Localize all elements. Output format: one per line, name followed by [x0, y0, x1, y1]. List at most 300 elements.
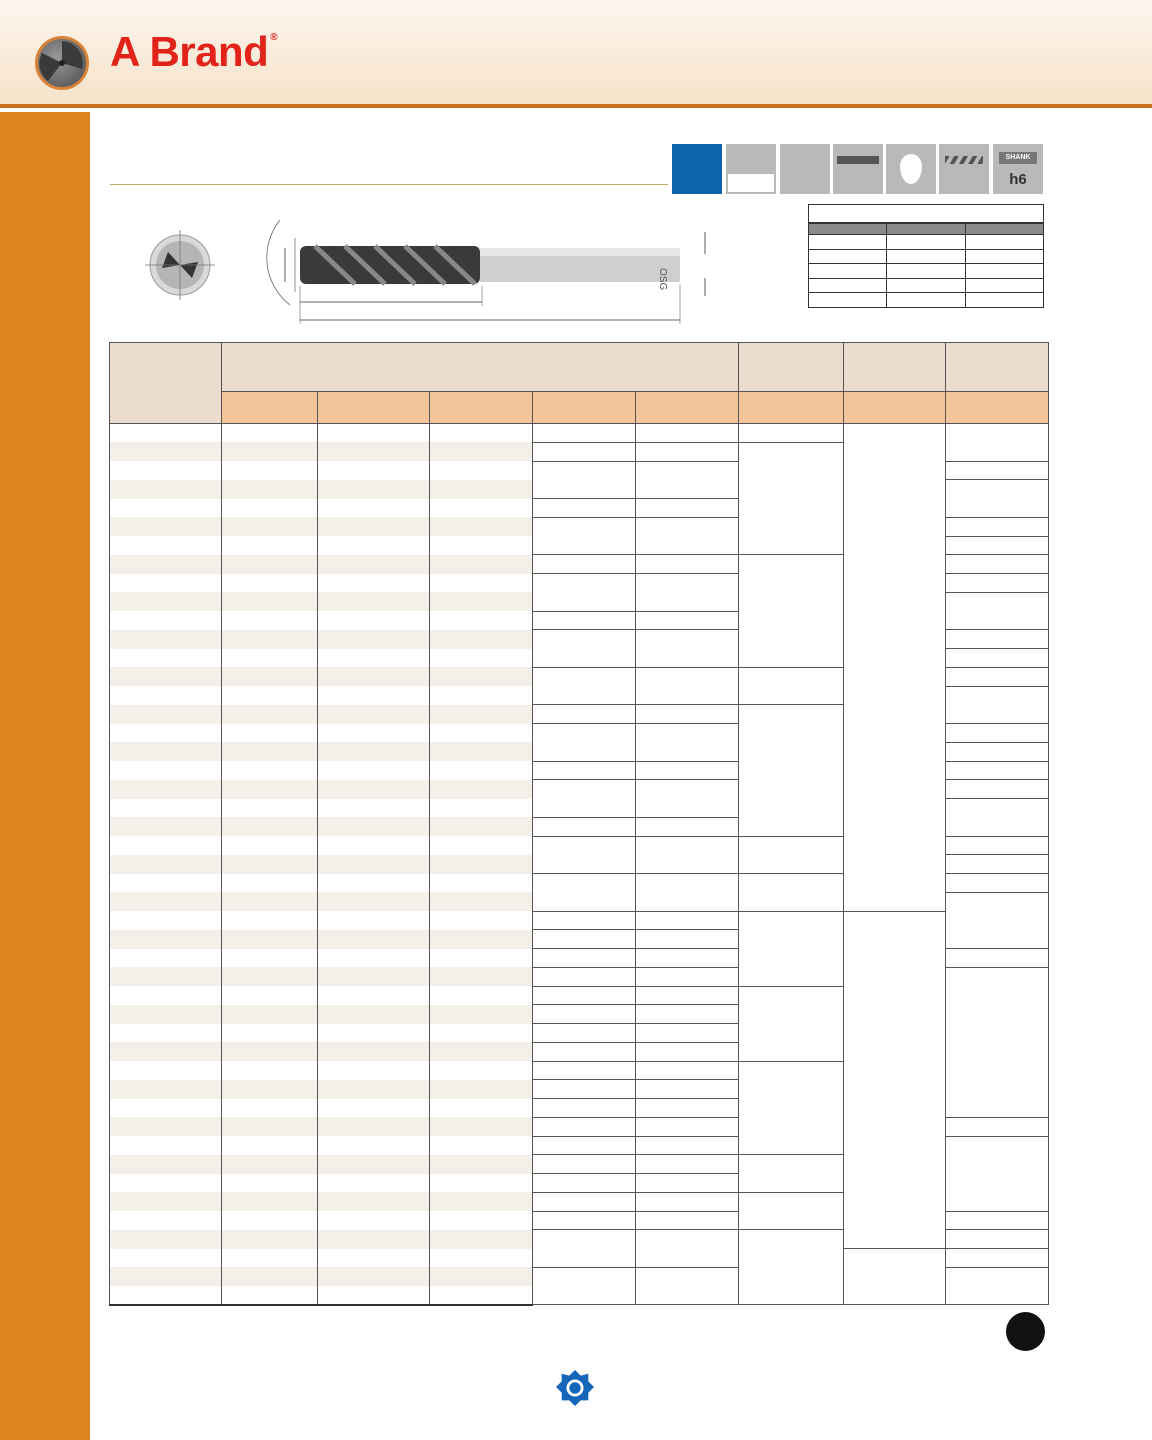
table-cell — [430, 1080, 533, 1099]
table-cell — [533, 930, 636, 949]
table-cell — [318, 817, 430, 836]
table-cell — [222, 705, 318, 724]
table-cell — [318, 499, 430, 518]
table-cell — [946, 480, 1049, 518]
table-cell — [946, 667, 1049, 686]
coolant-icon — [886, 144, 936, 194]
table-cell — [110, 986, 222, 1005]
table-cell — [636, 630, 739, 668]
table-cell — [222, 1211, 318, 1230]
table-cell — [318, 1061, 430, 1080]
table-cell — [430, 874, 533, 893]
point-icon — [726, 144, 776, 194]
table-cell — [946, 836, 1049, 855]
table-cell — [946, 1267, 1049, 1305]
table-cell — [222, 667, 318, 686]
table-cell — [636, 1136, 739, 1155]
table-cell — [110, 724, 222, 743]
table-cell — [318, 1267, 430, 1286]
table-cell — [222, 1286, 318, 1305]
table-cell — [533, 1136, 636, 1155]
table-cell — [430, 1192, 533, 1211]
helix-icon — [939, 144, 989, 194]
table-cell — [318, 930, 430, 949]
table-cell — [110, 705, 222, 724]
table-cell — [222, 461, 318, 480]
table-cell — [430, 1267, 533, 1286]
table-cell — [222, 967, 318, 986]
table-cell — [222, 1099, 318, 1118]
table-cell — [222, 424, 318, 443]
table-cell — [110, 611, 222, 630]
table-cell — [430, 892, 533, 911]
table-cell — [222, 911, 318, 930]
table-cell — [533, 1267, 636, 1305]
table-cell — [739, 1061, 844, 1155]
table-cell — [946, 1230, 1049, 1249]
table-cell — [110, 1174, 222, 1193]
table-cell — [430, 780, 533, 799]
table-cell — [222, 649, 318, 668]
table-cell — [946, 517, 1049, 536]
table-cell — [110, 1024, 222, 1043]
table-cell — [110, 536, 222, 555]
table-cell — [430, 930, 533, 949]
table-cell — [222, 724, 318, 743]
table-cell — [533, 836, 636, 874]
table-cell — [222, 780, 318, 799]
table-cell — [110, 1061, 222, 1080]
header-cell — [430, 392, 533, 424]
table-cell — [533, 780, 636, 818]
drill-drawing — [140, 210, 740, 330]
table-cell — [318, 1136, 430, 1155]
table-cell — [110, 911, 222, 930]
table-cell — [222, 480, 318, 499]
page-header — [0, 0, 1152, 108]
table-cell — [318, 630, 430, 649]
page-number-badge — [1006, 1312, 1045, 1351]
osg-logo-icon — [556, 1368, 594, 1408]
table-cell — [222, 1061, 318, 1080]
table-cell — [110, 1230, 222, 1249]
table-cell — [222, 874, 318, 893]
table-cell — [946, 874, 1049, 893]
table-cell — [739, 1192, 844, 1230]
table-cell — [430, 986, 533, 1005]
table-cell — [946, 574, 1049, 593]
table-cell — [430, 1042, 533, 1061]
table-cell — [636, 705, 739, 724]
table-cell — [318, 461, 430, 480]
table-cell — [739, 555, 844, 668]
table-cell — [533, 1211, 636, 1230]
table-cell — [430, 1211, 533, 1230]
header-cell — [318, 392, 430, 424]
table-cell — [222, 1249, 318, 1268]
table-cell — [533, 1117, 636, 1136]
table-cell — [318, 592, 430, 611]
table-cell — [110, 930, 222, 949]
table-cell — [946, 424, 1049, 462]
table-cell — [110, 499, 222, 518]
table-cell — [110, 1155, 222, 1174]
table-cell — [636, 986, 739, 1005]
table-cell — [318, 480, 430, 499]
table-cell — [110, 1192, 222, 1211]
table-cell — [110, 1249, 222, 1268]
table-cell — [318, 424, 430, 443]
table-cell — [318, 1211, 430, 1230]
table-cell — [533, 424, 636, 443]
table-cell — [110, 1286, 222, 1305]
table-cell — [946, 1249, 1049, 1268]
table-cell — [636, 1080, 739, 1099]
table-cell — [110, 592, 222, 611]
table-cell — [533, 667, 636, 705]
table-cell — [110, 424, 222, 443]
table-cell — [318, 442, 430, 461]
table-cell — [946, 536, 1049, 555]
table-cell — [430, 480, 533, 499]
table-cell — [318, 1174, 430, 1193]
header-cell — [533, 392, 636, 424]
table-cell — [636, 724, 739, 762]
table-cell — [222, 611, 318, 630]
table-cell — [430, 442, 533, 461]
table-cell — [110, 799, 222, 818]
brand-title: A Brand ® — [110, 28, 278, 75]
table-cell — [222, 499, 318, 518]
table-cell — [222, 892, 318, 911]
header-cell — [739, 343, 844, 392]
header-cell — [739, 392, 844, 424]
table-cell — [739, 986, 844, 1061]
table-cell — [636, 424, 739, 443]
header-cell — [222, 392, 318, 424]
tolerance-table — [808, 204, 1044, 308]
table-cell — [222, 1042, 318, 1061]
table-cell — [636, 1024, 739, 1043]
table-cell — [318, 874, 430, 893]
table-cell — [318, 1286, 430, 1305]
table-cell — [318, 949, 430, 968]
table-cell — [110, 480, 222, 499]
table-cell — [946, 686, 1049, 724]
end-view-icon — [145, 230, 215, 300]
table-cell — [844, 1249, 946, 1305]
table-cell — [110, 1080, 222, 1099]
table-cell — [946, 799, 1049, 837]
drill-tip-logo-icon — [35, 36, 89, 90]
table-cell — [636, 911, 739, 930]
table-cell — [318, 555, 430, 574]
table-cell — [533, 574, 636, 612]
table-cell — [946, 780, 1049, 799]
table-cell — [222, 761, 318, 780]
table-cell — [739, 911, 844, 986]
table-cell — [636, 1192, 739, 1211]
table-cell — [533, 911, 636, 930]
table-cell — [110, 836, 222, 855]
table-cell — [739, 667, 844, 705]
table-cell — [110, 761, 222, 780]
table-cell — [739, 874, 844, 912]
table-cell — [533, 1061, 636, 1080]
table-cell — [739, 442, 844, 555]
table-cell — [318, 780, 430, 799]
table-cell — [110, 1136, 222, 1155]
table-cell — [222, 1136, 318, 1155]
table-cell — [222, 836, 318, 855]
table-cell — [946, 949, 1049, 968]
table-cell — [318, 911, 430, 930]
table-cell — [946, 892, 1049, 948]
table-cell — [318, 724, 430, 743]
table-cell — [430, 724, 533, 743]
table-cell — [318, 967, 430, 986]
table-row — [110, 424, 1049, 443]
table-cell — [430, 742, 533, 761]
table-cell — [222, 630, 318, 649]
table-cell — [430, 1136, 533, 1155]
table-cell — [533, 1042, 636, 1061]
table-cell — [946, 1117, 1049, 1136]
title-rule — [110, 184, 668, 185]
table-cell — [110, 1099, 222, 1118]
table-cell — [110, 892, 222, 911]
table-cell — [222, 555, 318, 574]
table-cell — [430, 1024, 533, 1043]
table-cell — [533, 1080, 636, 1099]
table-cell — [636, 836, 739, 874]
table-cell — [318, 1080, 430, 1099]
table-cell — [222, 592, 318, 611]
table-cell — [430, 1286, 533, 1305]
table-cell — [222, 1174, 318, 1193]
table-cell — [636, 949, 739, 968]
table-cell — [844, 424, 946, 912]
table-cell — [739, 836, 844, 874]
table-cell — [636, 611, 739, 630]
table-cell — [533, 442, 636, 461]
header-cell — [636, 392, 739, 424]
table-cell — [318, 742, 430, 761]
table-cell — [430, 1155, 533, 1174]
shank-icon: SHANK h6 — [993, 144, 1043, 194]
table-body — [110, 424, 1049, 1305]
table-cell — [430, 855, 533, 874]
table-cell — [533, 1024, 636, 1043]
table-cell — [946, 855, 1049, 874]
table-cell — [946, 742, 1049, 761]
table-cell — [110, 442, 222, 461]
table-cell — [110, 649, 222, 668]
table-cell — [430, 761, 533, 780]
header-cell — [844, 343, 946, 392]
table-cell — [222, 1024, 318, 1043]
table-cell — [533, 761, 636, 780]
table-cell — [430, 1005, 533, 1024]
table-cell — [110, 1005, 222, 1024]
table-cell — [318, 799, 430, 818]
table-cell — [739, 705, 844, 836]
table-cell — [430, 574, 533, 593]
table-cell — [946, 761, 1049, 780]
table-cell — [946, 1136, 1049, 1211]
table-cell — [222, 1230, 318, 1249]
table-cell — [946, 630, 1049, 649]
table-cell — [430, 1061, 533, 1080]
table-cell — [636, 1042, 739, 1061]
table-cell — [533, 1192, 636, 1211]
table-cell — [318, 1117, 430, 1136]
table-cell — [318, 1155, 430, 1174]
table-cell — [110, 1267, 222, 1286]
table-cell — [222, 930, 318, 949]
table-cell — [739, 1230, 844, 1305]
table-cell — [318, 705, 430, 724]
spec-table — [109, 342, 1049, 1306]
table-cell — [110, 780, 222, 799]
table-cell — [636, 499, 739, 518]
table-cell — [533, 555, 636, 574]
table-cell — [430, 630, 533, 649]
table-cell — [222, 799, 318, 818]
header-cell — [110, 343, 222, 424]
table-cell — [430, 799, 533, 818]
table-cell — [533, 517, 636, 555]
table-cell — [430, 517, 533, 536]
table-cell — [533, 724, 636, 762]
drill-engraving: OSG — [657, 268, 668, 291]
table-cell — [533, 986, 636, 1005]
table-cell — [318, 667, 430, 686]
table-cell — [318, 892, 430, 911]
table-cell — [636, 874, 739, 912]
table-cell — [110, 1211, 222, 1230]
shank-tolerance: h6 — [1009, 171, 1027, 188]
table-cell — [533, 461, 636, 499]
table-cell — [636, 780, 739, 818]
table-cell — [222, 1192, 318, 1211]
table-cell — [222, 742, 318, 761]
table-cell — [636, 930, 739, 949]
table-cell — [222, 855, 318, 874]
table-cell — [318, 686, 430, 705]
table-cell — [636, 1155, 739, 1174]
table-cell — [636, 1174, 739, 1193]
header-cell — [946, 343, 1049, 392]
table-cell — [318, 986, 430, 1005]
table-cell — [533, 499, 636, 518]
table-cell — [110, 461, 222, 480]
table-cell — [430, 611, 533, 630]
table-cell — [533, 1174, 636, 1193]
table-cell — [636, 967, 739, 986]
table-cell — [110, 517, 222, 536]
table-row — [110, 911, 1049, 930]
table-cell — [222, 442, 318, 461]
table-cell — [430, 667, 533, 686]
table-cell — [636, 1230, 739, 1268]
table-cell — [636, 1267, 739, 1305]
table-cell — [222, 686, 318, 705]
table-cell — [430, 967, 533, 986]
table-cell — [636, 1005, 739, 1024]
table-cell — [533, 817, 636, 836]
table-cell — [222, 1267, 318, 1286]
table-cell — [946, 1211, 1049, 1230]
table-cell — [430, 555, 533, 574]
table-cell — [946, 461, 1049, 480]
flute-icon — [833, 144, 883, 194]
table-cell — [318, 1005, 430, 1024]
table-cell — [430, 536, 533, 555]
table-cell — [636, 1099, 739, 1118]
table-cell — [110, 967, 222, 986]
table-cell — [222, 517, 318, 536]
table-cell — [110, 667, 222, 686]
table-cell — [110, 574, 222, 593]
table-cell — [318, 1192, 430, 1211]
table-cell — [636, 817, 739, 836]
table-cell — [533, 1155, 636, 1174]
table-cell — [430, 817, 533, 836]
table-cell — [110, 1042, 222, 1061]
table-cell — [430, 424, 533, 443]
table-cell — [318, 574, 430, 593]
table-cell — [533, 949, 636, 968]
table-cell — [222, 1117, 318, 1136]
table-cell — [946, 967, 1049, 1117]
coating-icon — [672, 144, 722, 194]
table-cell — [222, 536, 318, 555]
table-cell — [430, 1117, 533, 1136]
table-cell — [636, 574, 739, 612]
table-cell — [318, 517, 430, 536]
header-cell — [844, 392, 946, 424]
table-cell — [430, 499, 533, 518]
table-cell — [110, 630, 222, 649]
table-cell — [533, 630, 636, 668]
table-cell — [318, 1249, 430, 1268]
table-cell — [844, 911, 946, 1249]
table-cell — [636, 1211, 739, 1230]
table-cell — [222, 574, 318, 593]
table-cell — [318, 1024, 430, 1043]
table-cell — [636, 555, 739, 574]
table-cell — [110, 555, 222, 574]
header-cell — [222, 343, 739, 392]
table-cell — [110, 949, 222, 968]
table-cell — [222, 1005, 318, 1024]
table-cell — [636, 667, 739, 705]
table-cell — [318, 536, 430, 555]
table-cell — [533, 1099, 636, 1118]
table-cell — [110, 855, 222, 874]
table-cell — [110, 742, 222, 761]
table-cell — [430, 592, 533, 611]
table-cell — [110, 1117, 222, 1136]
table-cell — [636, 442, 739, 461]
table-cell — [636, 1061, 739, 1080]
table-cell — [430, 649, 533, 668]
table-cell — [318, 761, 430, 780]
table-cell — [318, 1230, 430, 1249]
table-cell — [636, 761, 739, 780]
table-cell — [430, 1230, 533, 1249]
